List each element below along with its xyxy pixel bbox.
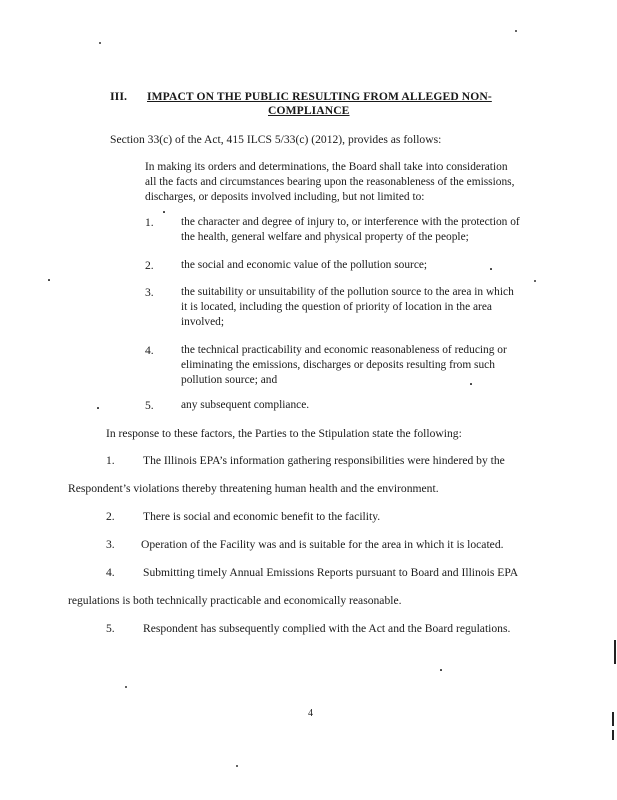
quote-item-number: 4.	[145, 344, 154, 357]
scan-speck	[163, 211, 165, 213]
quote-item-line: the health, general welfare and physical property of the people;	[181, 231, 469, 243]
scan-edge-mark	[612, 712, 614, 726]
quote-item-line: pollution source; and	[181, 374, 278, 386]
scan-speck	[125, 686, 127, 688]
response-number: 3.	[106, 538, 115, 551]
response-text-continued: regulations is both technically practicable and economically reasonable.	[68, 594, 402, 607]
quote-line: In making its orders and determinations, the Board shall take into consideration	[145, 161, 508, 173]
response-number: 5.	[106, 622, 115, 635]
scan-speck	[470, 383, 472, 385]
response-number: 1.	[106, 454, 115, 467]
quote-item-line: the social and economic value of the pollution source;	[181, 259, 428, 271]
response-intro: In response to these factors, the Parties to the Stipulation state the following:	[106, 427, 462, 440]
response-text-continued: Respondent’s violations thereby threatening human health and the environment.	[68, 482, 439, 495]
quote-item-line: eliminating the emissions, discharges or deposits resulting from such	[181, 359, 495, 371]
scan-edge-mark	[612, 730, 614, 740]
quote-item-line: the character and degree of injury to, or interference with the protection of	[181, 216, 520, 228]
response-text: Operation of the Facility was and is suitable for the area in which it is located.	[141, 538, 504, 551]
scan-speck	[97, 407, 99, 409]
section-title-line1: IMPACT ON THE PUBLIC RESULTING FROM ALLEGED NON-	[147, 90, 492, 103]
quote-line: all the facts and circumstances bearing upon the reasonableness of the emissions,	[145, 176, 515, 188]
response-text: The Illinois EPA’s information gathering responsibilities were hindered by the	[143, 454, 505, 467]
scan-speck	[48, 279, 50, 281]
page-number: 4	[308, 708, 313, 719]
quote-item-number: 2.	[145, 259, 154, 272]
response-text: Submitting timely Annual Emissions Reports pursuant to Board and Illinois EPA	[143, 566, 519, 579]
quote-item-line: the suitability or unsuitability of the pollution source to the area in which	[181, 286, 514, 298]
quote-item-line: it is located, including the question of priority of location in the area	[181, 301, 492, 313]
scan-speck	[440, 669, 442, 671]
scan-edge-mark	[614, 640, 616, 664]
intro-paragraph: Section 33(c) of the Act, 415 ILCS 5/33(c) (2012), provides as follows:	[110, 133, 442, 146]
quote-item-line: the technical practicability and economic reasonableness of reducing or	[181, 344, 507, 356]
quote-item-line: involved;	[181, 316, 225, 328]
response-number: 2.	[106, 510, 115, 523]
response-text: There is social and economic benefit to the facility.	[143, 510, 381, 523]
response-text: Respondent has subsequently complied with the Act and the Board regulations.	[143, 622, 511, 635]
quote-item-line: any subsequent compliance.	[181, 399, 310, 411]
quote-line: discharges, or deposits involved including, but not limited to:	[145, 191, 425, 203]
scan-speck	[490, 268, 492, 270]
quote-item-number: 3.	[145, 286, 154, 299]
scan-speck	[515, 30, 517, 32]
quote-item-number: 5.	[145, 399, 154, 412]
scan-speck	[99, 42, 101, 44]
section-title-line2: COMPLIANCE	[268, 104, 350, 117]
response-number: 4.	[106, 566, 115, 579]
scan-speck	[534, 280, 536, 282]
scan-speck	[236, 765, 238, 767]
section-number: III.	[110, 89, 128, 103]
quote-item-number: 1.	[145, 216, 154, 229]
